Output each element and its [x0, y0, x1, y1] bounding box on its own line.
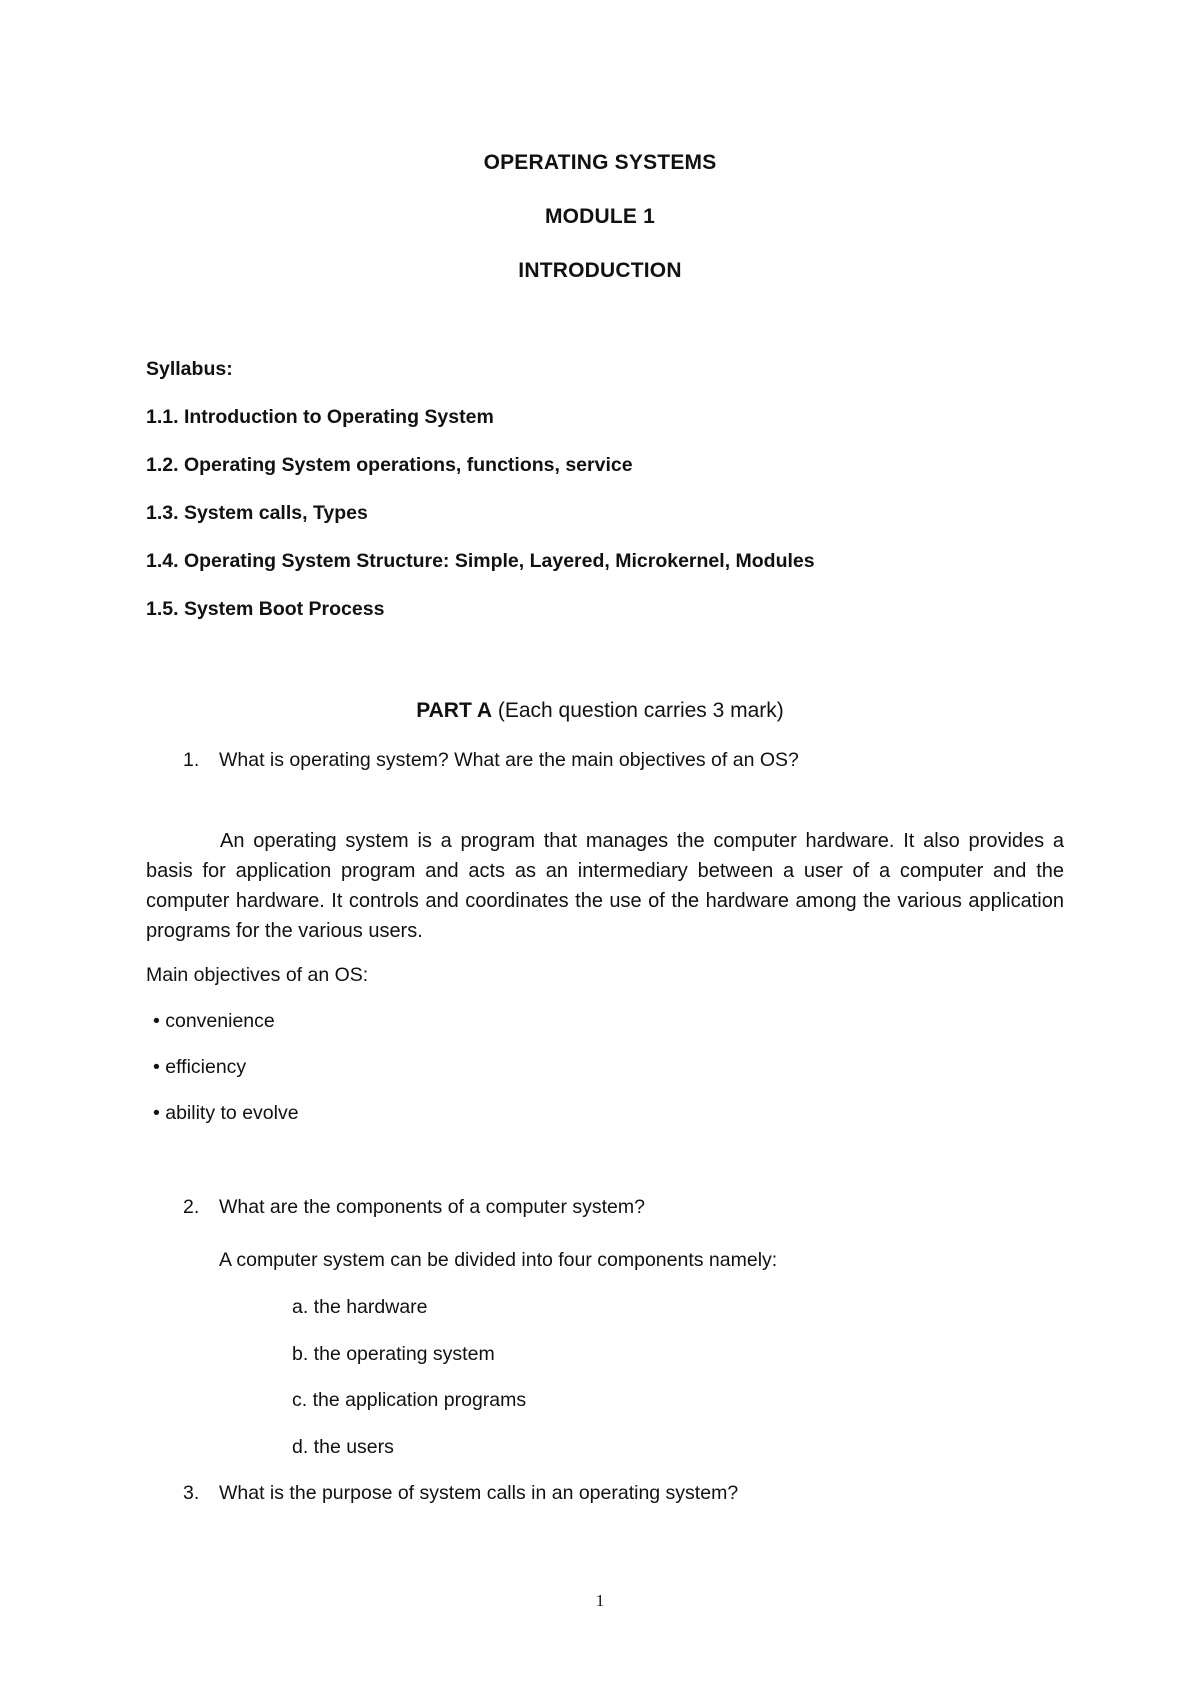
part-a-note: (Each question carries 3 mark) — [492, 699, 784, 722]
list-item: c. the application programs — [292, 1389, 527, 1411]
syllabus-heading: Syllabus: — [146, 358, 233, 380]
module-heading: MODULE 1 — [544, 205, 656, 228]
document-title: OPERATING SYSTEMS — [483, 151, 717, 174]
part-a-heading — [0, 699, 1200, 723]
syllabus-item: 1.1. Introduction to Operating System — [146, 406, 494, 428]
question-number: 3. — [183, 1482, 200, 1504]
syllabus-item: 1.4. Operating System Structure: Simple, Layered, Microkernel, Modules — [146, 550, 815, 572]
syllabus-item: 1.5. System Boot Process — [146, 598, 385, 620]
question-text: What is the purpose of system calls in an operating system? — [219, 1482, 739, 1504]
part-a-label: PART A — [416, 699, 493, 722]
answer-paragraph: An operating system is a program that manages the computer hardware. It also provides a basis for application program and acts as an intermediary between a user of a computer and the computer hardware. It controls and coordinates the use of the hardware among the various application programs for the various users. — [146, 830, 1064, 942]
question-number: 1. — [183, 749, 200, 771]
objectives-heading: Main objectives of an OS: — [146, 964, 369, 986]
list-item: • ability to evolve — [153, 1102, 299, 1124]
syllabus-item: 1.2. Operating System operations, functions, service — [146, 454, 633, 476]
question-text: What is operating system? What are the main objectives of an OS? — [219, 749, 799, 771]
list-item: d. the users — [292, 1436, 394, 1458]
question-number: 2. — [183, 1196, 200, 1218]
list-item: a. the hardware — [292, 1296, 428, 1318]
section-subtitle: INTRODUCTION — [518, 259, 682, 282]
question-text: What are the components of a computer system? — [219, 1196, 645, 1218]
answer-text: A computer system can be divided into four components namely: — [219, 1249, 778, 1271]
list-item: b. the operating system — [292, 1343, 495, 1365]
page-number: 1 — [595, 1591, 605, 1610]
list-item: • convenience — [153, 1010, 275, 1032]
list-item: • efficiency — [153, 1056, 247, 1078]
syllabus-item: 1.3. System calls, Types — [146, 502, 368, 524]
